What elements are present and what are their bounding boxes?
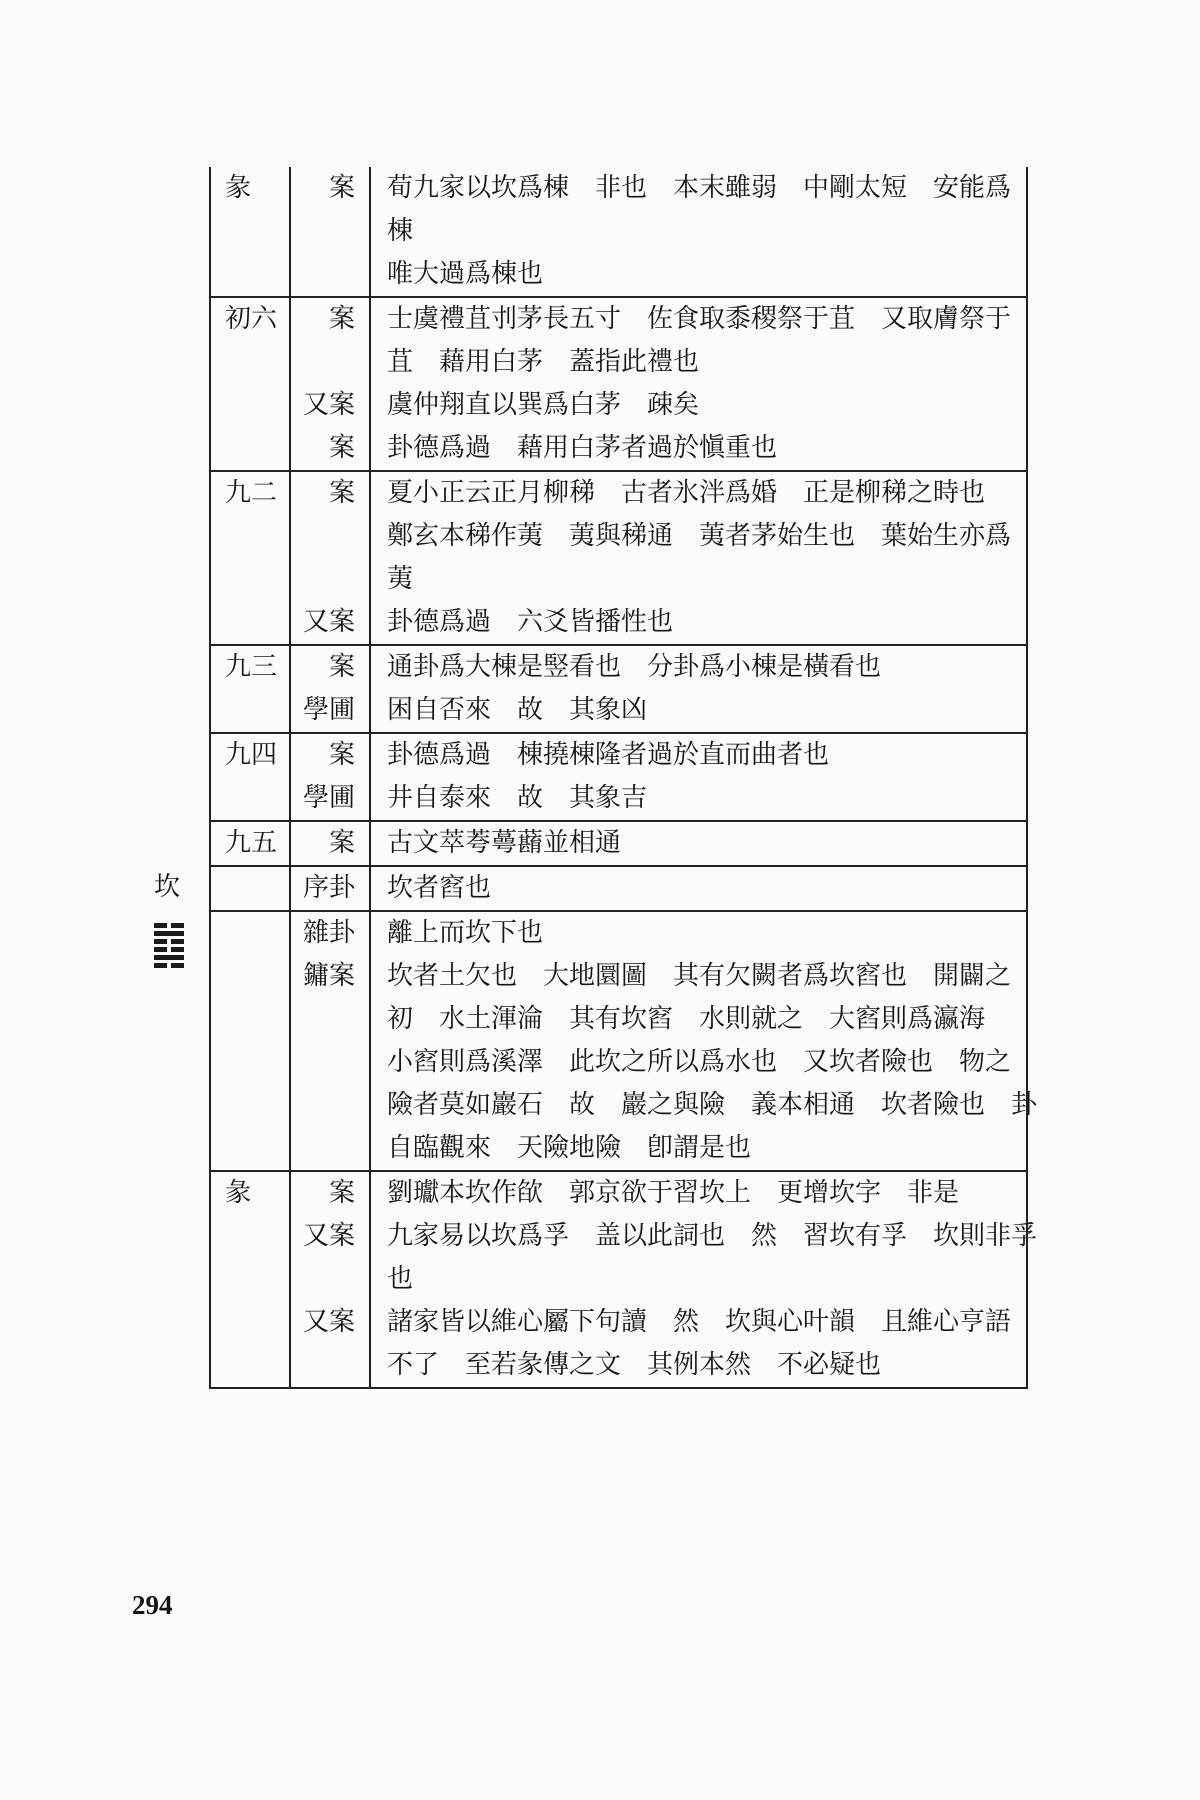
- annotator-label: [291, 341, 355, 384]
- line-label: 九五: [225, 828, 278, 858]
- annotator-label: 學圃: [302, 695, 355, 725]
- solid-line: [154, 955, 184, 960]
- commentary-line: 鄭玄本稊作荑 荑與稊通 荑者茅始生也 葉始生亦爲: [387, 521, 1012, 551]
- commentary-line: 自臨觀來 天險地險 卽謂是也: [387, 1133, 752, 1163]
- commentary-text-cell: [370, 1171, 1038, 1388]
- table-row: [140, 471, 1027, 645]
- commentary-line: 困自否來 故 其象凶: [387, 695, 648, 725]
- annotator-label-cell: [290, 911, 370, 1171]
- line-label-cell: [210, 645, 290, 733]
- commentary-line: 坎者土欠也 大地圜圖 其有欠闕者爲坎窞也 開闢之: [387, 961, 1012, 991]
- annotator-label: 又案: [302, 607, 355, 637]
- annotator-label-cell: [290, 167, 370, 297]
- annotator-label-cell: [290, 645, 370, 733]
- table-row: [140, 866, 1027, 911]
- commentary-line: 不了 至若彖傳之文 其例本然 不必疑也: [387, 1350, 882, 1380]
- annotator-label: 又案: [302, 390, 355, 420]
- annotator-label: [291, 210, 355, 253]
- commentary-line: 苴 藉用白茅 蓋指此禮也: [387, 347, 700, 377]
- commentary-text-cell: [370, 645, 1027, 733]
- annotator-label-cell: [290, 821, 370, 866]
- line-label: 彖: [225, 173, 252, 203]
- line-label: 初六: [225, 304, 278, 334]
- annotator-label-cell: [290, 471, 370, 645]
- commentary-line: 古文萃荂蕚蘛並相通: [387, 828, 622, 858]
- solid-line: [154, 931, 184, 936]
- annotator-label-cell: [290, 1171, 370, 1388]
- commentary-text-cell: [370, 167, 1027, 297]
- annotator-label: 案: [328, 740, 355, 770]
- broken-line: [154, 939, 184, 944]
- annotator-label: [291, 558, 355, 601]
- annotator-label: 鏞案: [302, 961, 355, 991]
- annotator-label: 案: [328, 304, 355, 334]
- annotator-label: [291, 998, 355, 1041]
- line-label-cell: [210, 911, 290, 1171]
- annotator-label-cell: [290, 297, 370, 471]
- annotator-label: 序卦: [302, 873, 355, 903]
- commentary-line: 九家易以坎爲孚 盖以此詞也 然 習坎有孚 坎則非孚: [387, 1221, 1038, 1251]
- commentary-line: 唯大過爲棟也: [387, 259, 544, 289]
- line-label-cell: [210, 821, 290, 866]
- hexagram-column-cell: [140, 297, 210, 471]
- commentary-line: 卦德爲過 藉用白茅者過於愼重也: [387, 433, 778, 463]
- annotator-label: 案: [328, 478, 355, 508]
- commentary-line: 通卦爲大棟是竪看也 分卦爲小棟是橫看也: [387, 652, 882, 682]
- commentary-line: 也: [387, 1264, 414, 1294]
- line-label-cell: [210, 297, 290, 471]
- broken-line: [154, 923, 184, 928]
- table-row: [140, 733, 1027, 821]
- commentary-text-cell: [370, 821, 1027, 866]
- line-label-cell: [210, 866, 290, 911]
- line-label: 九四: [225, 740, 278, 770]
- table-row: [140, 911, 1027, 1171]
- annotator-label: [291, 1084, 355, 1127]
- page-number: 294: [132, 1590, 173, 1620]
- commentary-line: 卦德爲過 六爻皆播性也: [387, 607, 674, 637]
- commentary-line: 荑: [387, 564, 414, 594]
- commentary-text-cell: [370, 911, 1038, 1171]
- hexagram-name: 坎: [154, 872, 181, 902]
- kan-hexagram-icon: [154, 923, 184, 968]
- annotator-label-cell: [290, 866, 370, 911]
- commentary-table: [140, 167, 1038, 1389]
- annotator-label: [291, 1258, 355, 1301]
- hexagram-column-cell: [140, 167, 210, 297]
- commentary-line: 諸家皆以維心屬下句讀 然 坎與心叶韻 且維心亨語: [387, 1307, 1012, 1337]
- hexagram-column-cell: [140, 645, 210, 733]
- annotator-label: 案: [328, 828, 355, 858]
- commentary-text-cell: [370, 297, 1027, 471]
- commentary-text-cell: [370, 866, 1027, 911]
- annotator-label: 雜卦: [302, 918, 355, 948]
- line-label-cell: [210, 167, 290, 297]
- line-label: 彖: [225, 1178, 252, 1208]
- table-row: [140, 821, 1027, 866]
- annotator-label: 案: [328, 652, 355, 682]
- hexagram-column-cell: [140, 821, 210, 866]
- annotator-label: 案: [328, 1178, 355, 1208]
- table-row: [140, 167, 1027, 297]
- annotator-label: [291, 253, 355, 296]
- line-label: 九二: [225, 478, 278, 508]
- annotator-label: [291, 1127, 355, 1170]
- annotator-label-cell: [290, 733, 370, 821]
- commentary-line: 小窞則爲溪澤 此坎之所以爲水也 又坎者險也 物之: [387, 1047, 1012, 1077]
- commentary-line: 棟: [387, 216, 414, 246]
- annotator-label: [291, 1041, 355, 1084]
- annotator-label: [291, 1344, 355, 1387]
- hexagram-column-cell: [140, 733, 210, 821]
- commentary-line: 險者莫如巖石 故 巖之與險 義本相通 坎者險也 卦: [387, 1090, 1038, 1120]
- annotator-label: 又案: [302, 1221, 355, 1251]
- commentary-text-cell: [370, 471, 1027, 645]
- hexagram-column-cell: [140, 866, 210, 1388]
- commentary-line: 夏小正云正月柳稊 古者氷泮爲婚 正是柳稊之時也: [387, 478, 986, 508]
- commentary-line: 離上而坎下也: [387, 918, 544, 948]
- line-label: 九三: [225, 652, 278, 682]
- line-label-cell: [210, 1171, 290, 1388]
- annotator-label: 學圃: [302, 783, 355, 813]
- line-label-cell: [210, 471, 290, 645]
- commentary-line: 士虞禮苴刌茅長五寸 佐食取黍稷祭于苴 又取膚祭于: [387, 304, 1012, 334]
- table-row: [140, 645, 1027, 733]
- broken-line: [154, 963, 184, 968]
- annotator-label: 又案: [302, 1307, 355, 1337]
- broken-line: [154, 947, 184, 952]
- commentary-line: 井自泰來 故 其象吉: [387, 783, 648, 813]
- commentary-line: 坎者窞也: [387, 873, 492, 903]
- commentary-line: 卦德爲過 棟撓棟隆者過於直而曲者也: [387, 740, 830, 770]
- commentary-line: 荀九家以坎爲棟 非也 本末雖弱 中剛太短 安能爲: [387, 173, 1012, 203]
- table-row: [140, 1171, 1027, 1388]
- annotator-label: 案: [328, 433, 355, 463]
- annotator-label: [291, 515, 355, 558]
- commentary-line: 初 水土渾淪 其有坎窞 水則就之 大窞則爲瀛海: [387, 1004, 986, 1034]
- annotator-label: 案: [328, 173, 355, 203]
- table-row: [140, 297, 1027, 471]
- commentary-line: 劉瓛本坎作欿 郭京欲于習坎上 更增坎字 非是: [387, 1178, 960, 1208]
- commentary-line: 虞仲翔直以巽爲白茅 疎矣: [387, 390, 700, 420]
- hexagram-column-cell: [140, 471, 210, 645]
- commentary-text-cell: [370, 733, 1027, 821]
- line-label-cell: [210, 733, 290, 821]
